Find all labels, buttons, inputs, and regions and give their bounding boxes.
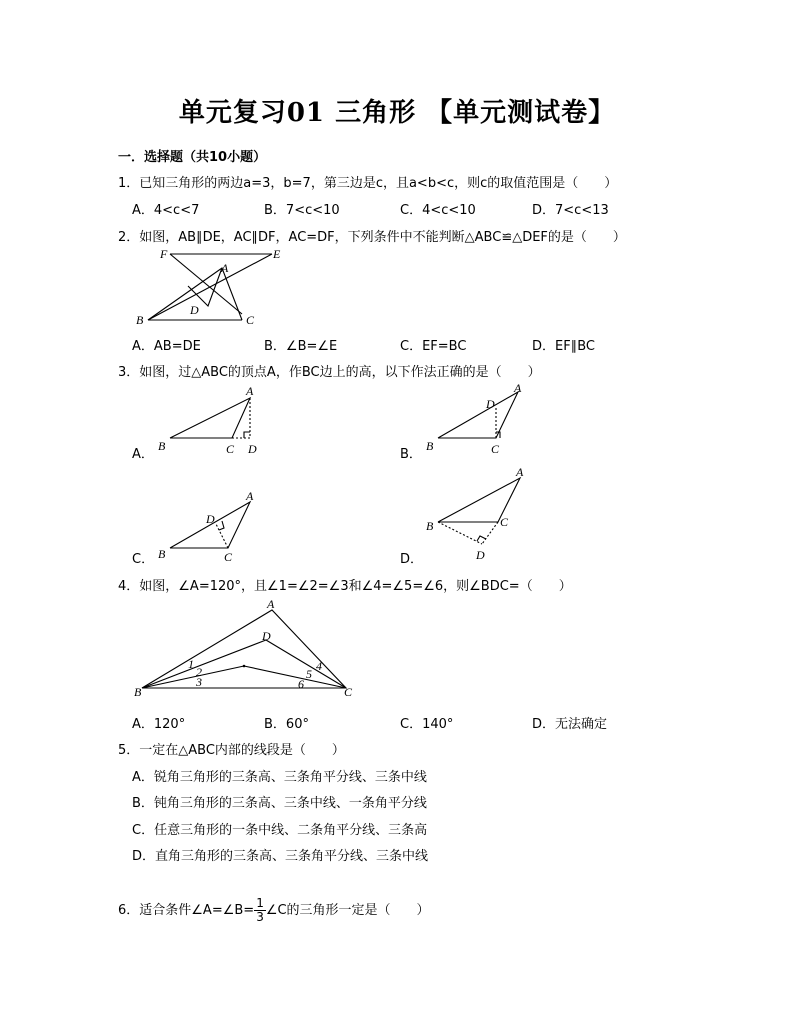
- q3d-label-d: D: [476, 548, 485, 562]
- question-2-stem: 2．如图，AB∥DE，AC∥DF，AC=DF，下列条件中不能判断△ABC≌△DEF的是（ ）: [118, 230, 626, 245]
- q3-figure-a: [150, 382, 270, 456]
- q1-option-d: D．7<c<13: [532, 203, 609, 218]
- q2-option-a: A．AB=DE: [132, 339, 201, 354]
- question-3-stem: 3．如图，过△ABC的顶点A，作BC边上的高，以下作法正确的是（ ）: [118, 365, 541, 380]
- q3a-label-d: D: [248, 442, 257, 456]
- q3b-label-b: B: [426, 439, 434, 453]
- section-heading: 一．选择题（共10小题）: [118, 150, 267, 165]
- q4-option-b: B．60°: [264, 717, 309, 732]
- q3-figure-d: [420, 464, 540, 564]
- q3c-label-b: B: [158, 547, 166, 561]
- q6-stem-after: ∠C的三角形一定是（ ）: [265, 903, 430, 918]
- q2-label-f: F: [160, 247, 168, 261]
- q3-option-c: C．: [132, 552, 155, 567]
- question-6-stem: [118, 897, 430, 924]
- q4-angle-2: 2: [196, 665, 202, 679]
- q4-option-c: C．140°: [400, 717, 454, 732]
- q4-angle-6: 6: [298, 677, 304, 691]
- q3d-label-b: B: [426, 519, 434, 533]
- q3b-label-c: C: [491, 442, 500, 454]
- q4-option-d: D．无法确定: [532, 717, 608, 732]
- q5-option-a: A．锐角三角形的三条高、三条角平分线、三条中线: [132, 770, 427, 785]
- q2-label-c: C: [246, 313, 255, 327]
- q5-option-c: C．任意三角形的一条中线、二条角平分线、三条高: [132, 823, 428, 838]
- q3a-label-a: A: [246, 384, 254, 398]
- question-5-stem: 5．一定在△ABC内部的线段是（ ）: [118, 743, 345, 758]
- q1-option-a: A．4<c<7: [132, 203, 200, 218]
- q3b-label-d: D: [486, 397, 495, 411]
- q4-label-b: B: [134, 685, 142, 699]
- q4-angle-5: 5: [306, 667, 312, 681]
- q1-option-b: B．7<c<10: [264, 203, 340, 218]
- q6-fraction-denominator: 3: [256, 910, 264, 924]
- q4-label-d: D: [262, 629, 271, 643]
- q2-label-b: B: [136, 313, 144, 327]
- q3-option-a: A．: [132, 447, 154, 462]
- q2-label-e: E: [273, 247, 281, 261]
- q3b-label-a: A: [514, 381, 522, 395]
- q4-figure: [130, 596, 370, 702]
- q4-angle-4: 4: [316, 659, 322, 673]
- q2-option-c: C．EF=BC: [400, 339, 467, 354]
- q2-label-a: A: [221, 261, 229, 275]
- document-title: 单元复习01 三角形 【单元测试卷】: [178, 98, 616, 128]
- q3-figure-c: [150, 488, 270, 562]
- q3c-label-d: D: [206, 512, 215, 526]
- q3a-label-b: B: [158, 439, 166, 453]
- q2-option-b: B．∠B=∠E: [264, 339, 338, 354]
- q4-angle-1: 1: [188, 657, 194, 671]
- q6-stem-before: 6．适合条件∠A=∠B=: [118, 903, 255, 918]
- q3a-label-c: C: [226, 442, 235, 456]
- q6-fraction: [254, 897, 266, 924]
- q2-figure: [130, 246, 290, 328]
- q4-label-c: C: [344, 685, 353, 699]
- question-1-stem: 1．已知三角形的两边a=3，b=7，第三边是c，且a<b<c，则c的取值范围是（ ）: [118, 176, 618, 191]
- q5-option-b: B．钝角三角形的三条高、三条中线、一条角平分线: [132, 796, 427, 811]
- q3c-label-a: A: [246, 489, 254, 503]
- q4-angle-3: 3: [196, 675, 202, 689]
- q3-option-d: D．: [400, 552, 424, 567]
- q3d-label-a: A: [516, 465, 524, 479]
- q1-option-c: C．4<c<10: [400, 203, 476, 218]
- q3c-label-c: C: [224, 550, 233, 562]
- q3-figure-b: [420, 380, 540, 454]
- q4-option-a: A．120°: [132, 717, 186, 732]
- q3d-label-c: C: [500, 515, 509, 529]
- q4-label-a: A: [267, 597, 275, 611]
- q3-option-b: B．: [400, 447, 422, 462]
- q2-option-d: D．EF∥BC: [532, 339, 595, 354]
- q6-fraction-numerator: 1: [256, 896, 264, 910]
- q2-label-d: D: [190, 303, 199, 317]
- question-4-stem: 4．如图，∠A=120°，且∠1=∠2=∠3和∠4=∠5=∠6，则∠BDC=（ ）: [118, 579, 572, 594]
- q5-option-d: D．直角三角形的三条高、三条角平分线、三条中线: [132, 849, 429, 864]
